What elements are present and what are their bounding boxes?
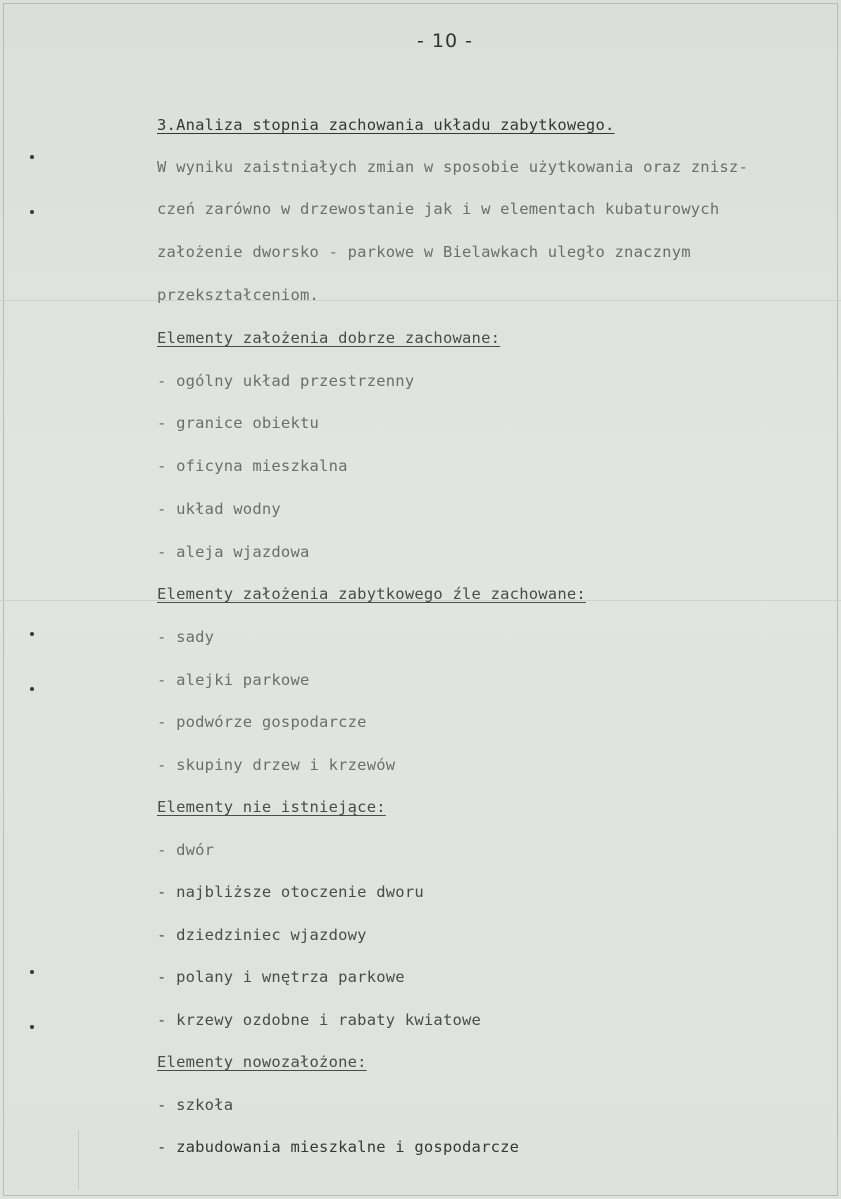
list-item: - alejki parkowe [157, 671, 310, 689]
list-item: - skupiny drzew i krzewów [157, 756, 396, 774]
list-item: - granice obiektu [157, 414, 320, 432]
subsection-title: Elementy założenia zabytkowego źle zachowane: [157, 585, 586, 603]
subsection-title: Elementy założenia dobrze zachowane: [157, 329, 501, 347]
list-item: - oficyna mieszkalna [157, 457, 348, 475]
punch-hole-mark [30, 155, 34, 159]
list-item: - dziedziniec wjazdowy [157, 926, 367, 944]
list-item: - szkoła [157, 1096, 234, 1114]
punch-hole-mark [30, 970, 34, 974]
punch-hole-mark [30, 632, 34, 636]
page-number: - 10 - [417, 30, 473, 52]
paragraph-line: założenie dworsko - parkowe w Bielawkach uległo znacznym [157, 243, 691, 261]
list-item: - aleja wjazdowa [157, 543, 310, 561]
section-heading: 3.Analiza stopnia zachowania układu zabytkowego. [157, 116, 615, 134]
subsection-title: Elementy nie istniejące: [157, 798, 386, 816]
list-item: - dwór [157, 841, 215, 859]
list-item: - układ wodny [157, 500, 281, 518]
punch-hole-mark [30, 1025, 34, 1029]
list-item: - polany i wnętrza parkowe [157, 968, 405, 986]
paper-fold-line [0, 300, 841, 301]
subsection-title: Elementy nowozałożone: [157, 1053, 367, 1071]
punch-hole-mark [30, 687, 34, 691]
list-item: - sady [157, 628, 215, 646]
list-item: - zabudowania mieszkalne i gospodarcze [157, 1138, 520, 1156]
paragraph-line: W wyniku zaistniałych zmian w sposobie użytkowania oraz znisz- [157, 158, 748, 176]
punch-hole-mark [30, 210, 34, 214]
list-item: - podwórze gospodarcze [157, 713, 367, 731]
paragraph-line: czeń zarówno w drzewostanie jak i w elementach kubaturowych [157, 200, 720, 218]
paper-crease [78, 1130, 79, 1190]
list-item: - najbliższe otoczenie dworu [157, 883, 424, 901]
list-item: - ogólny układ przestrzenny [157, 372, 415, 390]
paragraph-line: przekształceniom. [157, 286, 320, 304]
list-item: - krzewy ozdobne i rabaty kwiatowe [157, 1011, 482, 1029]
